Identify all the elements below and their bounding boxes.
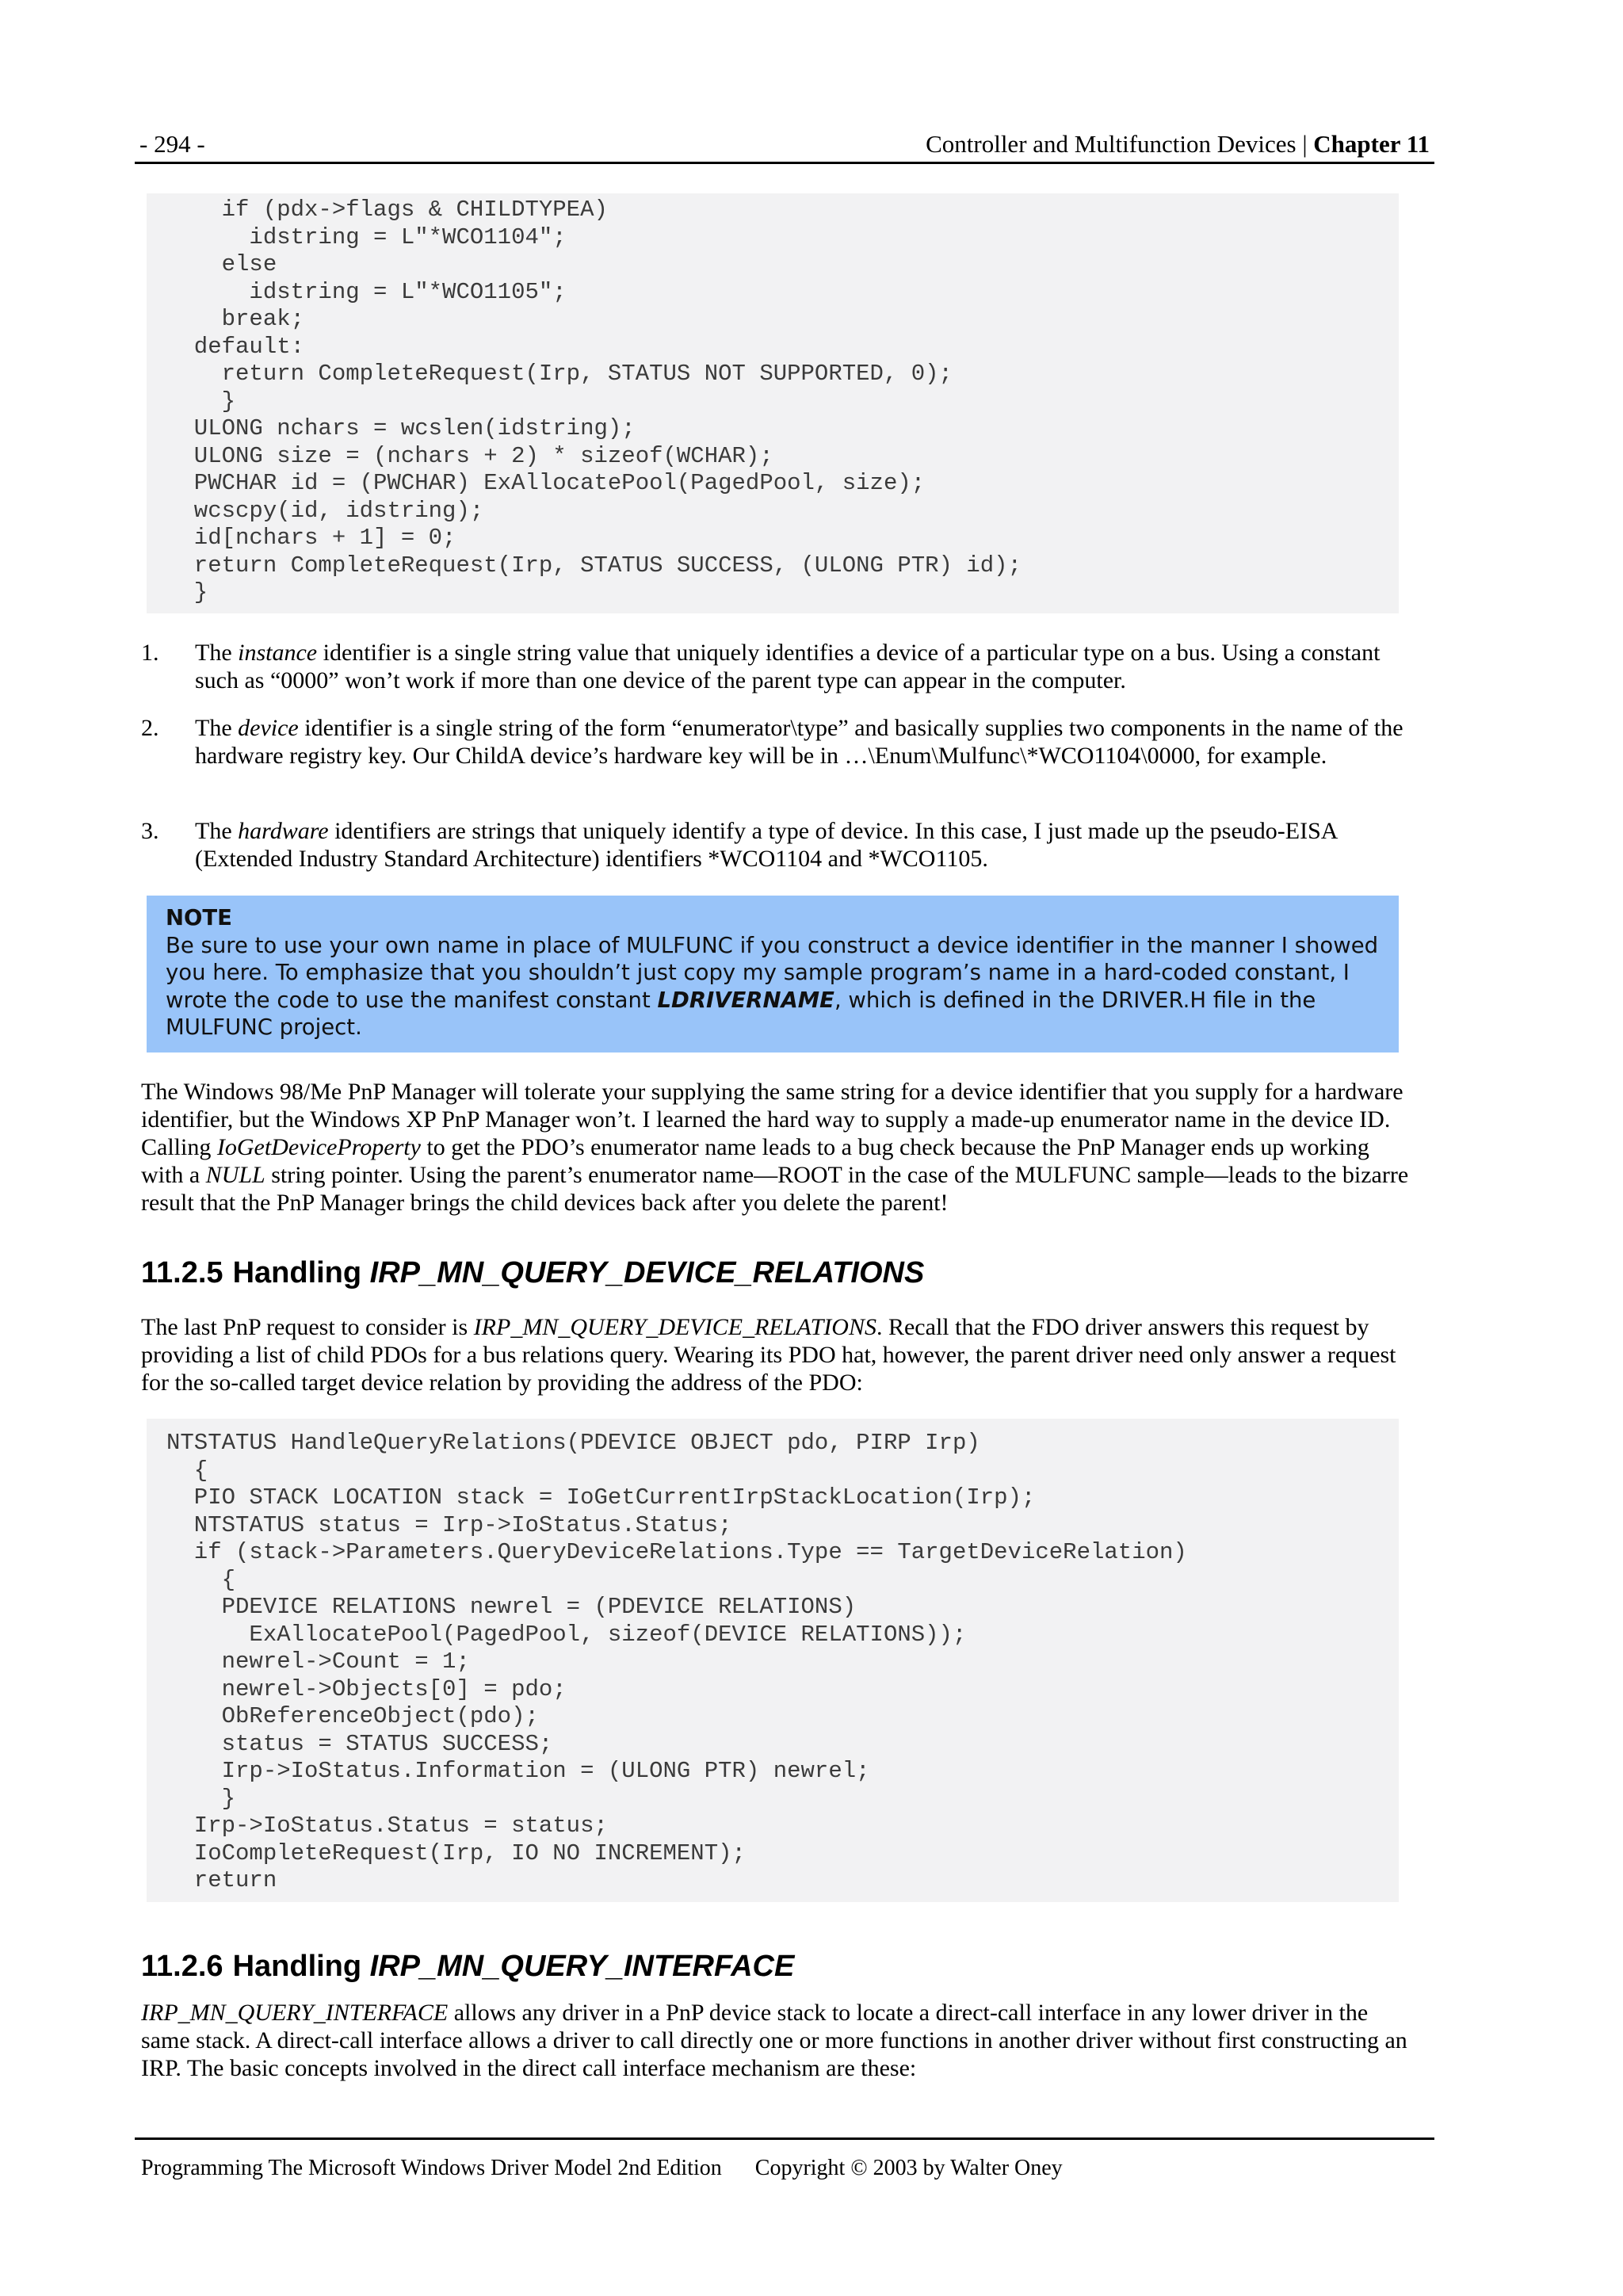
chapter-title xyxy=(926,130,1430,159)
code-line: else xyxy=(166,251,277,277)
text-run: The Windows 98/Me PnP Manager will tolerate your supplying the same string for a device identifier that you supply for a hardware identifier, but the Windows XP PnP Manager won’t. I learned the hard way to supply a made-up enumerator name in the device ID. Calling xyxy=(141,1079,1403,1160)
paragraph-pnp-manager xyxy=(141,1078,1409,1217)
footer-text xyxy=(141,2156,1063,2181)
code-line: { xyxy=(166,1457,208,1484)
code-line: status = STATUS SUCCESS; xyxy=(166,1730,553,1757)
list-number: 2. xyxy=(141,715,159,741)
code-block-get-device-id xyxy=(147,193,1399,613)
code-line: NTSTATUS status = Irp->IoStatus.Status; xyxy=(166,1511,732,1538)
code-line: if (stack->Parameters.QueryDeviceRelations.Type == TargetDeviceRelation) xyxy=(166,1539,1187,1565)
note-text-end: , which is defined in the DRIVER.H file in the MULFUNC project. xyxy=(166,987,1316,1040)
code-line: Irp->IoStatus.Status = status; xyxy=(166,1813,608,1839)
code-line: return CompleteRequest(Irp, STATUS SUCCESS, (ULONG PTR) id); xyxy=(166,552,1022,579)
code-line: idstring = L"*WCO1104"; xyxy=(166,223,567,250)
list-number: 1. xyxy=(141,640,159,666)
text-run: string pointer. Using the parent’s enumerator name—ROOT in the case of the MULFUNC sample—leads to the bizarre result that the PnP Manager brings the child devices back after you delete the parent! xyxy=(141,1162,1409,1216)
code-line: wcscpy(id, idstring); xyxy=(166,497,484,524)
code-line: IoCompleteRequest(Irp, IO NO INCREMENT); xyxy=(166,1839,746,1866)
section-number: 11.2.6 xyxy=(141,1950,223,1983)
list-text-emphasis: device xyxy=(238,715,299,741)
list-text-pre: The xyxy=(195,715,239,741)
section-number: 11.2.5 xyxy=(141,1256,223,1289)
code-line: newrel->Count = 1; xyxy=(166,1648,470,1675)
list-text xyxy=(195,714,1407,770)
paragraph-query-relations xyxy=(141,1313,1409,1396)
note-emphasis: LDRIVERNAME xyxy=(657,987,834,1013)
section-irp-name: IRP_MN_QUERY_DEVICE_RELATIONS xyxy=(369,1256,925,1289)
irp-name: IRP_MN_QUERY_INTERFACE xyxy=(141,2000,449,2026)
code-line: return xyxy=(166,1867,277,1893)
code-line: id[nchars + 1] = 0; xyxy=(166,525,456,551)
section-prefix: Handling xyxy=(232,1256,370,1289)
list-text xyxy=(195,639,1407,694)
list-text-pre: The xyxy=(195,818,239,844)
text-run: . Recall that the FDO driver answers this request by providing a list of child PDOs for a bus relations query. Wearing its PDO hat, however, the parent driver need only answer a request for the so-called target device relation by providing the address of the PDO: xyxy=(141,1314,1396,1396)
code-line: } xyxy=(166,579,208,606)
code-line: ULONG size = (nchars + 2) * sizeof(WCHAR); xyxy=(166,442,773,469)
list-text-emphasis: instance xyxy=(238,640,318,666)
code-line: PWCHAR id = (PWCHAR) ExAllocatePool(PagedPool, size); xyxy=(166,470,926,496)
code-line: ExAllocatePool(PagedPool, sizeof(DEVICE RELATIONS)); xyxy=(166,1621,967,1648)
code-line: } xyxy=(166,1785,236,1812)
code-line: ULONG nchars = wcslen(idstring); xyxy=(166,415,636,441)
list-text xyxy=(195,817,1407,873)
code-line: break; xyxy=(166,306,305,332)
note-box xyxy=(147,896,1399,1052)
chapter-prefix: Controller and Multifunction Devices | xyxy=(926,130,1314,158)
irp-name: IRP_MN_QUERY_DEVICE_RELATIONS xyxy=(473,1314,876,1340)
list-text-post: identifier is a single string of the form “enumerator\type” and basically supplies two components in the name of the hardware registry key. Our ChildA device’s hardware key will be in …\Enum\Mulfunc\*WCO1104\0000, for example. xyxy=(195,715,1403,769)
page-footer xyxy=(135,2137,1434,2180)
code-line: idstring = L"*WCO1105"; xyxy=(166,278,567,305)
list-text-pre: The xyxy=(195,640,239,666)
section-prefix: Handling xyxy=(232,1950,370,1983)
code-line: newrel->Objects[0] = pdo; xyxy=(166,1675,567,1702)
code-line: default: xyxy=(166,333,305,360)
list-number: 3. xyxy=(141,818,159,844)
code-block-handle-query-relations xyxy=(147,1419,1399,1902)
code-line: NTSTATUS HandleQueryRelations(PDEVICE OBJECT pdo, PIRP Irp) xyxy=(166,1430,980,1456)
code-line: PDEVICE RELATIONS newrel = (PDEVICE RELATIONS) xyxy=(166,1594,857,1620)
code-line: } xyxy=(166,388,236,415)
null-term: NULL xyxy=(205,1162,265,1188)
text-run: allows any driver in a PnP device stack to locate a direct-call interface in any lower driver in the same stack. A direct-call interface allows a driver to call directly one or more functions in another driver without first constructing an IRP. The basic concepts involved in the direct call interface mechanism are these: xyxy=(141,2000,1407,2081)
paragraph-query-interface xyxy=(141,1999,1409,2082)
page-header xyxy=(135,127,1434,164)
note-title: NOTE xyxy=(166,905,232,930)
text-run: The last PnP request to consider is xyxy=(141,1314,474,1340)
code-line: ObReferenceObject(pdo); xyxy=(166,1703,539,1729)
footer-book-title: Programming The Microsoft Windows Driver Model 2nd Edition xyxy=(141,2156,722,2180)
code-line: Irp->IoStatus.Information = (ULONG PTR) newrel; xyxy=(166,1758,870,1784)
code-line: return CompleteRequest(Irp, STATUS NOT SUPPORTED, 0); xyxy=(166,361,953,387)
function-name: IoGetDeviceProperty xyxy=(216,1134,421,1160)
chapter-label: Chapter 11 xyxy=(1313,130,1430,158)
section-heading-query-interface xyxy=(141,1950,794,1984)
list-text-post: identifiers are strings that uniquely identify a type of device. In this case, I just made up the pseudo-EISA (Extended Industry Standard Architecture) identifiers *WCO1104 and *WCO1105. xyxy=(195,818,1337,872)
section-irp-name: IRP_MN_QUERY_INTERFACE xyxy=(369,1950,795,1983)
page-number: - 294 - xyxy=(139,130,205,158)
code-line: { xyxy=(166,1566,236,1593)
text-run: to get the PDO’s enumerator name leads to a bug check because the PnP Manager ends up working with a xyxy=(141,1134,1369,1188)
note-text: Be sure to use your own name in place of MULFUNC if you construct a device identifier in the manner I showed you here. To emphasize that you shouldn’t just copy my sample program’s name in a hard-coded constant, I wrote the code to use the manifest constant xyxy=(166,932,1379,1013)
list-text-post: identifier is a single string value that uniquely identifies a device of a particular type on a bus. Using a constant such as “0000” won’t work if more than one device of the parent type can appear in the computer. xyxy=(195,640,1381,693)
code-line: if (pdx->flags & CHILDTYPEA) xyxy=(166,197,608,223)
list-text-emphasis: hardware xyxy=(238,818,329,844)
code-line: PIO STACK LOCATION stack = IoGetCurrentIrpStackLocation(Irp); xyxy=(166,1484,1036,1511)
footer-copyright: Copyright © 2003 by Walter Oney xyxy=(754,2156,1063,2180)
section-heading-query-device-relations xyxy=(141,1256,924,1290)
